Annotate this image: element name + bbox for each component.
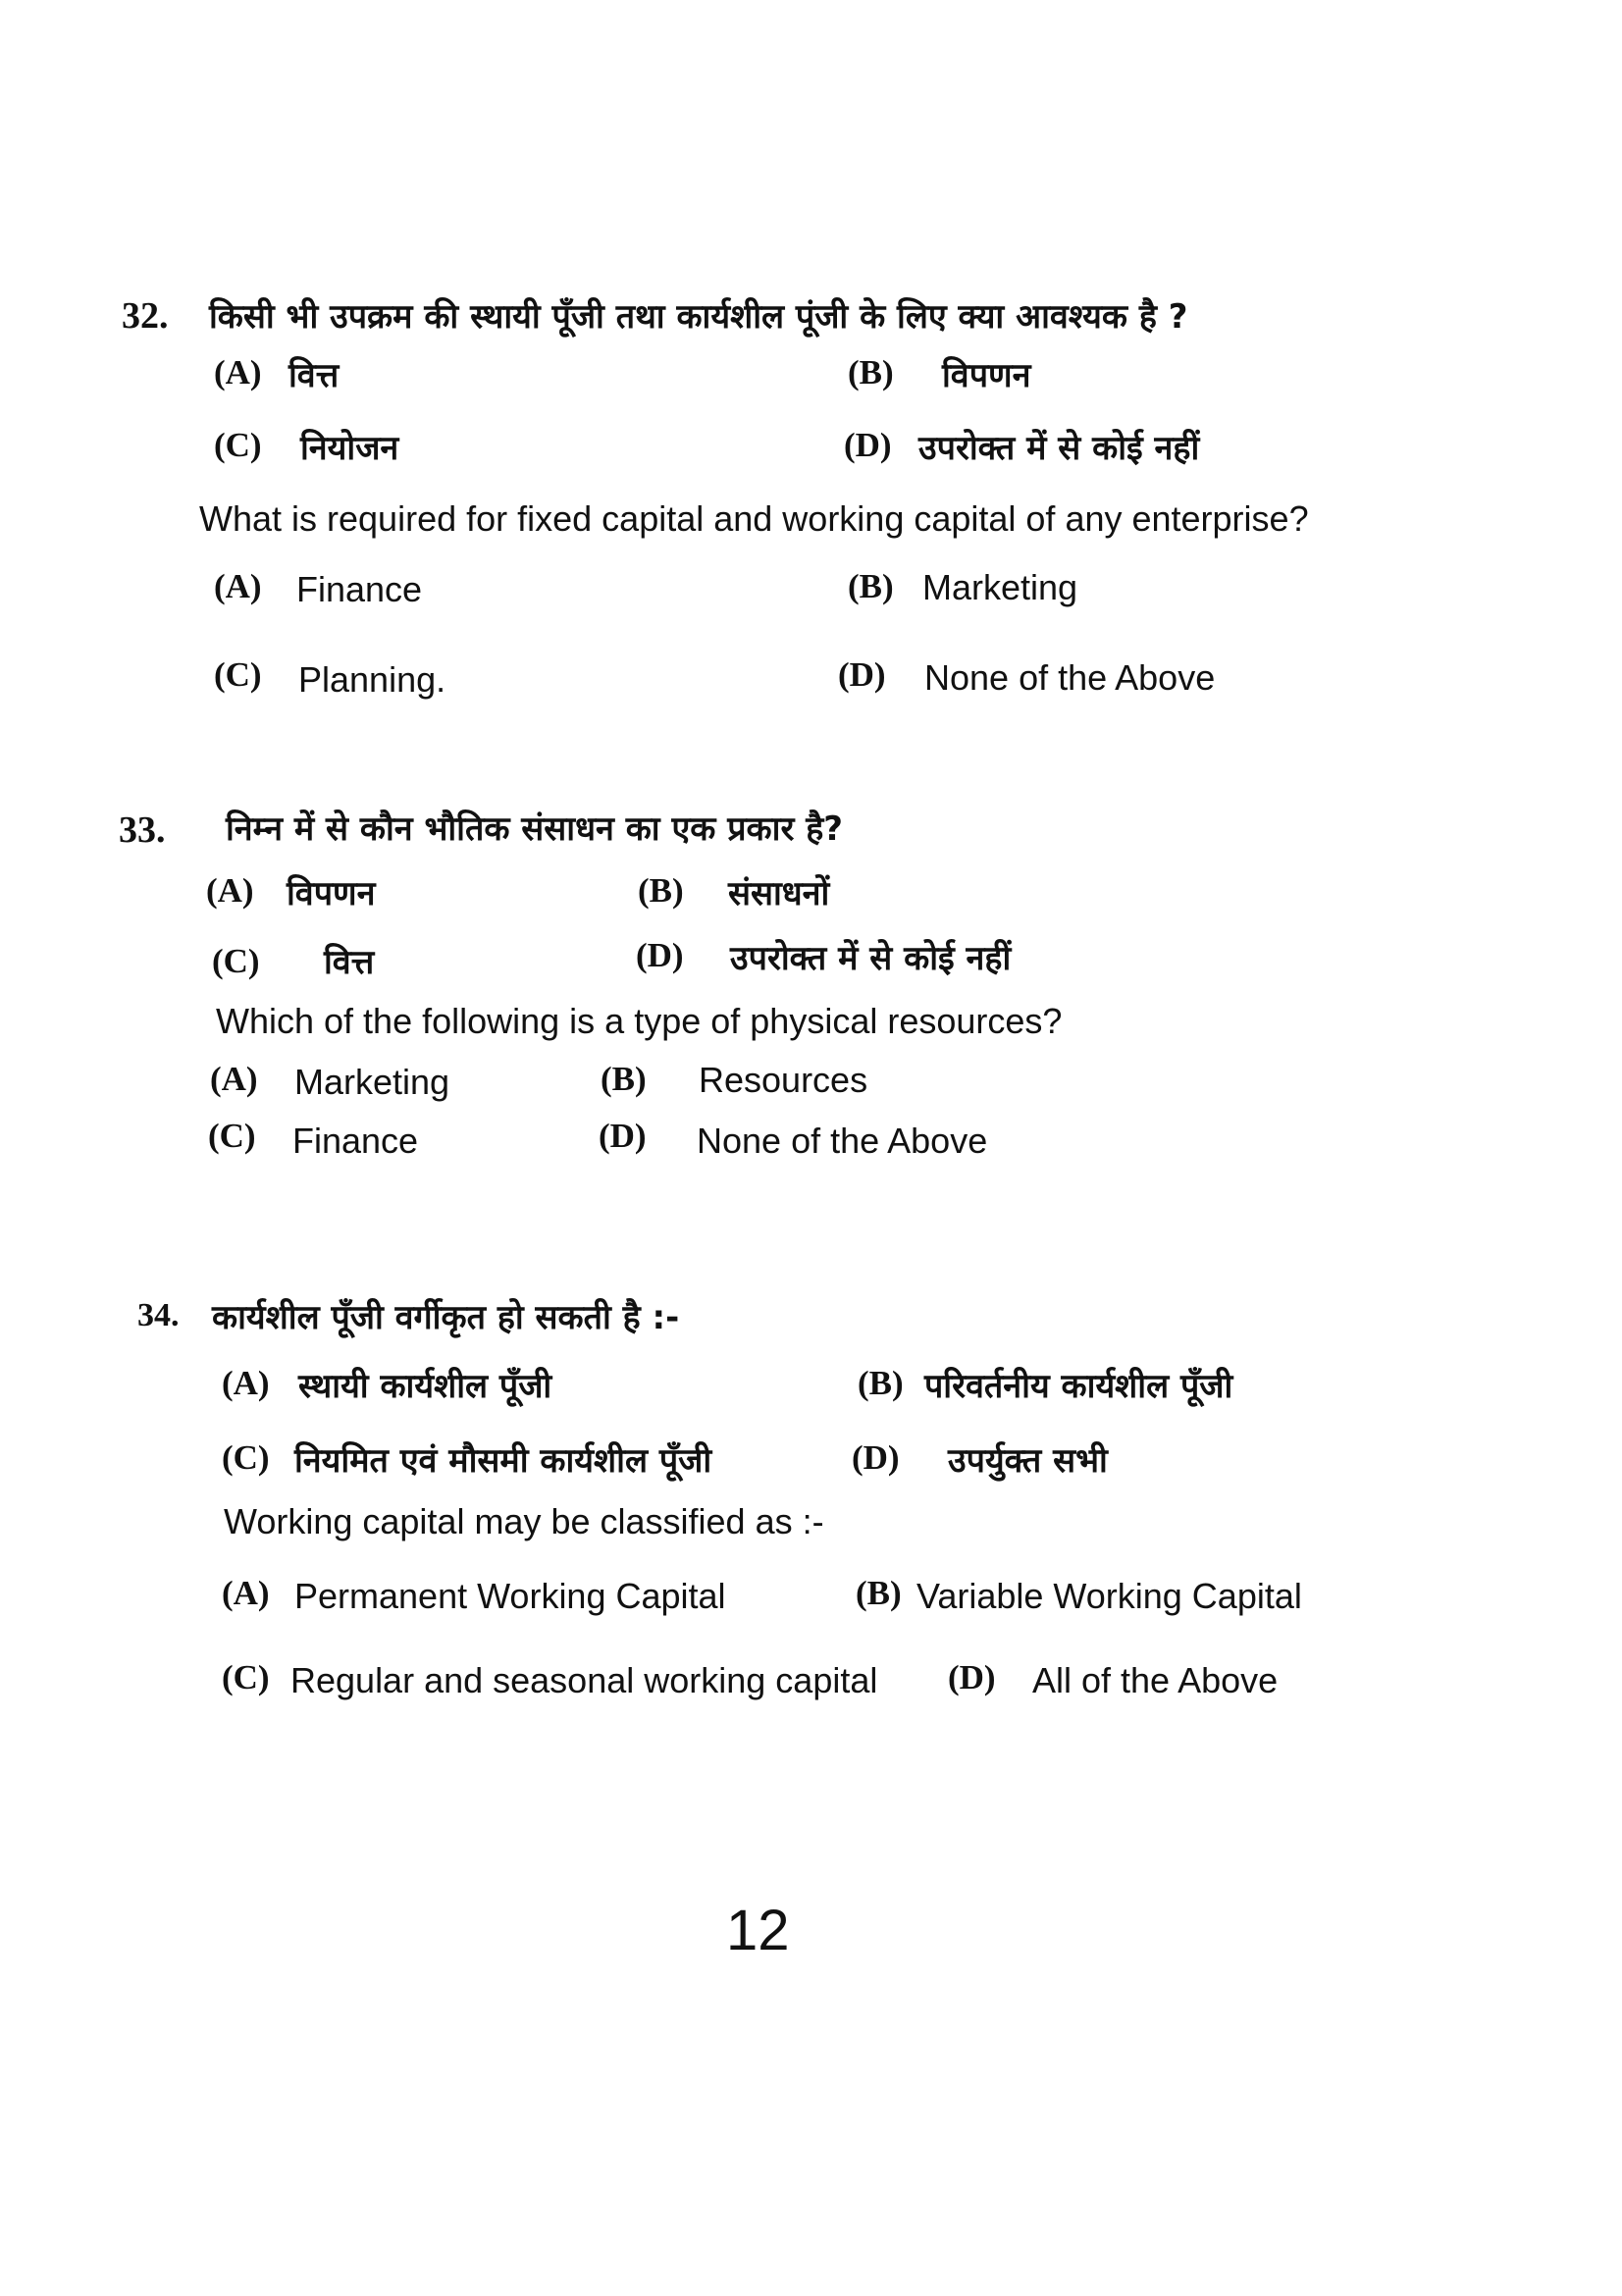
option-text-hindi: उपरोक्त में से कोई नहीं xyxy=(918,429,1200,468)
option-label: (D) xyxy=(838,655,886,694)
option-label: (C) xyxy=(212,942,260,980)
option-label: (B) xyxy=(601,1060,647,1098)
question-text-english: Working capital may be classified as :- xyxy=(224,1501,824,1541)
option-label: (A) xyxy=(222,1364,270,1402)
option-text-english: None of the Above xyxy=(697,1121,988,1161)
option-text-english: Planning. xyxy=(298,659,446,700)
option-label: (C) xyxy=(214,655,262,694)
question-text-hindi: निम्न में से कौन भौतिक संसाधन का एक प्रकार है? xyxy=(226,809,843,849)
option-label: (A) xyxy=(222,1574,270,1612)
option-label: (C) xyxy=(208,1117,256,1155)
option-text-english: All of the Above xyxy=(1032,1660,1279,1700)
option-label: (C) xyxy=(222,1438,270,1477)
question-text-hindi: किसी भी उपक्रम की स्थायी पूँजी तथा कार्यशील पूंजी के लिए क्या आवश्यक है ? xyxy=(209,297,1188,337)
option-label: (B) xyxy=(856,1574,902,1612)
option-text-english: Permanent Working Capital xyxy=(294,1576,726,1616)
option-label: (D) xyxy=(852,1438,900,1477)
option-text-english: Regular and seasonal working capital xyxy=(290,1660,878,1700)
option-label: (D) xyxy=(636,936,684,974)
option-text-english: Variable Working Capital xyxy=(916,1576,1302,1616)
option-text-hindi: नियोजन xyxy=(300,429,399,468)
option-label: (A) xyxy=(206,871,254,910)
option-text-hindi: नियमित एवं मौसमी कार्यशील पूँजी xyxy=(294,1441,712,1481)
option-text-hindi: संसाधनों xyxy=(728,874,830,913)
option-label: (B) xyxy=(848,353,894,391)
option-text-hindi: वित्त xyxy=(324,943,375,982)
option-text-hindi: विपणन xyxy=(287,874,376,913)
question-text-english: Which of the following is a type of physical resources? xyxy=(216,1001,1063,1041)
option-text-english: Resources xyxy=(699,1060,868,1100)
question-number: 32. xyxy=(122,295,169,337)
option-text-hindi: उपरोक्त में से कोई नहीं xyxy=(730,939,1012,978)
option-text-hindi: परिवर्तनीय कार्यशील पूँजी xyxy=(924,1367,1233,1406)
question-number: 33. xyxy=(119,809,166,851)
option-label: (D) xyxy=(599,1117,647,1155)
option-text-hindi: स्थायी कार्यशील पूँजी xyxy=(298,1367,552,1406)
option-label: (B) xyxy=(848,567,894,605)
option-text-hindi: वित्त xyxy=(288,356,340,395)
option-label: (C) xyxy=(222,1658,270,1696)
option-text-english: None of the Above xyxy=(924,657,1216,698)
option-text-hindi: उपर्युक्त सभी xyxy=(948,1441,1108,1481)
option-text-english: Finance xyxy=(296,569,423,609)
option-label: (A) xyxy=(214,567,262,605)
question-text-english: What is required for fixed capital and working capital of any enterprise? xyxy=(199,498,1309,539)
option-text-english: Finance xyxy=(292,1121,419,1161)
option-label: (A) xyxy=(214,353,262,391)
option-label: (B) xyxy=(638,871,684,910)
option-label: (C) xyxy=(214,426,262,464)
option-label: (D) xyxy=(844,426,892,464)
option-label: (D) xyxy=(948,1658,996,1696)
option-text-english: Marketing xyxy=(294,1062,450,1102)
question-text-hindi: कार्यशील पूँजी वर्गीकृत हो सकती है :- xyxy=(212,1298,680,1337)
page-number: 12 xyxy=(726,1899,790,1962)
option-text-hindi: विपणन xyxy=(942,356,1031,395)
option-label: (B) xyxy=(858,1364,904,1402)
question-number: 34. xyxy=(137,1297,180,1333)
option-text-english: Marketing xyxy=(922,567,1078,607)
option-label: (A) xyxy=(210,1060,258,1098)
